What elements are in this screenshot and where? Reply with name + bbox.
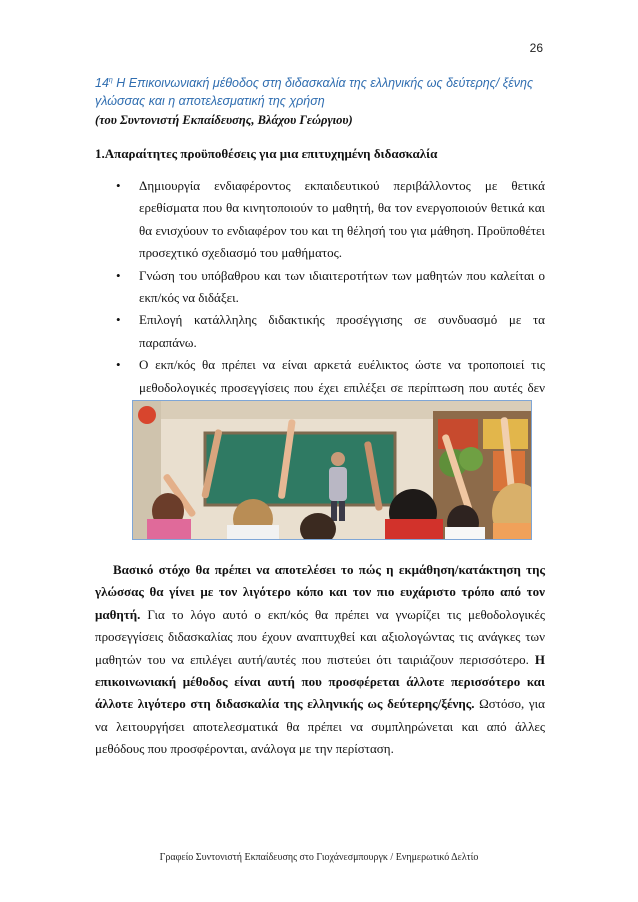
article-author: (του Συντονιστή Εκπαίδευσης, Βλάχου Γεώργιου) [95,113,353,128]
classroom-illustration [133,401,532,540]
ordinal-superscript: η [108,77,113,84]
classroom-photo [132,400,532,540]
list-item-text: Γνώση του υπόβαθρου και των ιδιαιτεροτήτων των μαθητών που καλείται ο εκπ/κός να διδάξει. [139,267,545,306]
list-item [95,175,545,265]
body-plain-2: Ωστόσο, για να λειτουργήσει αποτελεσματικά θα πρέπει να συμπληρώνεται και από άλλες μεθόδους που προσφέρονται, ανάλογα με την περίσταση. [95,696,545,757]
page-footer: Γραφείο Συντονιστή Εκπαίδευσης στο Γιοχάνεσμπουργκ / Ενημερωτικό Δελτίο [159,852,479,863]
bullet-icon: • [116,178,121,193]
page-number: 26 [529,41,543,55]
list-item-text: Δημιουργία ενδιαφέροντος εκπαιδευτικού περιβάλλοντος με θετικά ερεθίσματα που θα κινητοποιούν το μαθητή, θα τον ενεργοποιούν θετικά και θα ενισχύουν το ενδιαφέρον του και τη θέλησή του για μάθηση. Προϋποθέτει προσεχτικό σχεδιασμό του μαθήματος. [139,178,545,261]
list-item-text: Ο εκπ/κός θα πρέπει να είναι αρκετά ευέλικτος ώστε να τροποποιεί τις μεθοδολογικές προσεγγίσεις που έχει επιλέξει σε περίπτωση που αυτές δεν [139,357,545,395]
prerequisites-list [95,175,545,421]
list-item [95,265,545,310]
article-title-text: Η Επικοινωνιακή μέθοδος στη διδασκαλία της ελληνικής ως δεύτερης/ ξένης [112,76,534,91]
article-title-block [95,72,555,129]
article-title-line-1 [95,72,555,92]
article-title-line-2: γλώσσας και η αποτελεσματική της χρήση [95,94,325,109]
body-bold-method: Η επικοινωνιακή μέθοδος είναι αυτή που προσφέρεται άλλοτε περισσότερο και άλλοτε λιγότερο στη διδασκαλία της ελληνικής ως δεύτερης/ξένης. [95,651,545,712]
body-paragraph [95,559,545,761]
bullet-icon: • [116,357,121,373]
body-plain-1: Για το λόγο αυτό ο εκπ/κός θα πρέπει να γνωρίζει τις μεθοδολογικές προσεγγίσεις διδασκαλίας που έχουν αναπτυχθεί και αξιολογώντας τις ανάγκες των μαθητών του να επιλέγει αυτή/αυτές που πιστεύει ότι ταιριάζουν περισσότερο. [95,606,545,667]
list-item [95,309,545,354]
list-item-text: Επιλογή κατάλληλης διδακτικής προσέγγισης σε συνδυασμό με τα παραπάνω. [139,312,545,350]
body-bold-goal: Βασικό στόχο θα πρέπει να αποτελέσει το πώς η εκμάθηση/κατάκτηση της γλώσσας θα γίνει με τον λιγότερο κόπο και τον πιο ευχάριστο τρόπο από τον μαθητή. [95,562,545,622]
article-number: 14 [95,76,109,91]
section-heading: 1.Απαραίτητες προϋποθέσεις για μια επιτυχημένη διδασκαλία [95,146,438,161]
bullet-icon: • [116,312,121,328]
bullet-icon: • [116,267,121,283]
